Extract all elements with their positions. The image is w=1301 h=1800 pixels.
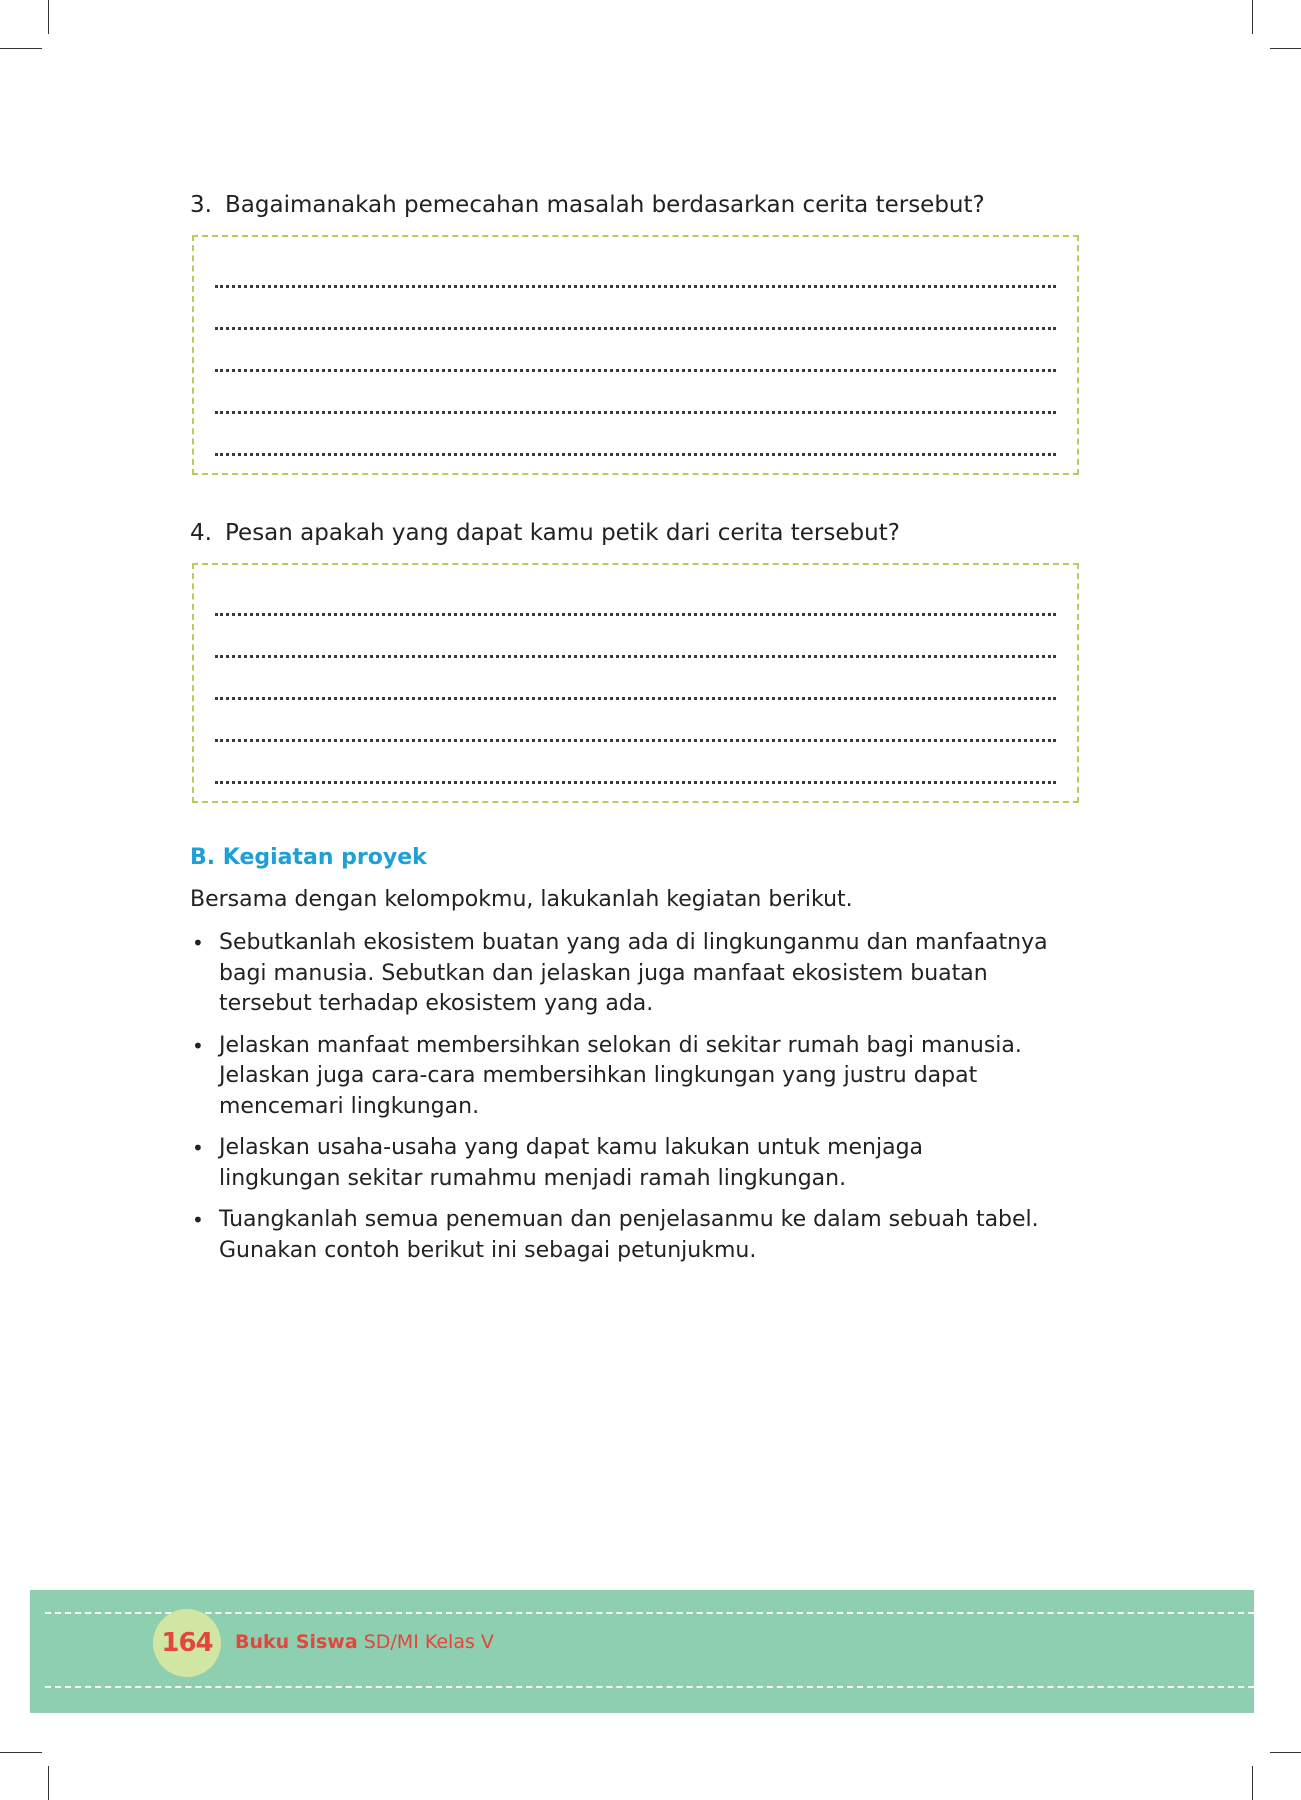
question-4 [190, 518, 900, 548]
answer-line[interactable] [215, 613, 1056, 616]
page-footer [30, 1590, 1254, 1713]
section-intro: Bersama dengan kelompokmu, lakukanlah kegiatan berikut. [190, 887, 853, 912]
crop-mark-bottom-left-h [0, 1752, 42, 1753]
bullet-line: tersebut terhadap ekosistem yang ada. [219, 991, 654, 1016]
book-title-rest: SD/MI Kelas V [357, 1631, 494, 1653]
answer-line[interactable] [215, 327, 1056, 330]
book-title-bold: Buku Siswa [235, 1631, 358, 1653]
bullet-item [190, 1031, 1090, 1123]
question-text: Pesan apakah yang dapat kamu petik dari cerita tersebut? [225, 520, 900, 546]
bullet-line: bagi manusia. Sebutkan dan jelaskan juga manfaat ekosistem buatan [219, 960, 988, 986]
question-number: 4. [190, 520, 212, 546]
bullet-line: Jelaskan juga cara-cara membersihkan lingkungan yang justru dapat [219, 1063, 978, 1088]
section-title: B. Kegiatan proyek [190, 845, 427, 870]
crop-mark-top-right-h [1270, 48, 1301, 49]
question-number: 3. [190, 192, 212, 218]
bullet-line: Tuangkanlah semua penemuan dan penjelasanmu ke dalam sebuah tabel. [219, 1207, 1039, 1232]
crop-mark-bottom-right-h [1270, 1752, 1301, 1753]
bullet-icon: • [192, 1033, 204, 1058]
bullet-item [190, 1205, 1090, 1266]
answer-line[interactable] [215, 411, 1056, 414]
bullet-item [190, 1133, 1090, 1194]
bullet-icon: • [192, 1208, 204, 1232]
bullet-line: Jelaskan manfaat membersihkan selokan di sekitar rumah bagi manusia. [219, 1032, 1022, 1058]
question-3 [190, 190, 985, 220]
bullet-line: Sebutkanlah ekosistem buatan yang ada di lingkunganmu dan manfaatnya [219, 930, 1048, 955]
page-number-badge [153, 1609, 221, 1677]
bullet-line: Gunakan contoh berikut ini sebagai petunjukmu. [219, 1237, 757, 1263]
footer-dash-top [45, 1612, 1254, 1614]
answer-line[interactable] [215, 655, 1056, 658]
answer-line[interactable] [215, 739, 1056, 742]
answer-line[interactable] [215, 453, 1056, 456]
answer-line[interactable] [215, 697, 1056, 700]
answer-box-3[interactable] [192, 235, 1079, 475]
answer-line[interactable] [215, 781, 1056, 784]
project-bullet-list [190, 928, 1090, 1277]
footer-dash-bottom [45, 1686, 1254, 1688]
question-text: Bagaimanakah pemecahan masalah berdasarkan cerita tersebut? [225, 192, 985, 218]
bullet-line: mencemari lingkungan. [219, 1093, 480, 1119]
crop-mark-top-right [1252, 0, 1253, 34]
bullet-icon: • [192, 931, 204, 955]
bullet-line: lingkungan sekitar rumahmu menjadi ramah lingkungan. [219, 1165, 847, 1191]
crop-mark-bottom-left [48, 1766, 49, 1800]
crop-mark-top-left-h [0, 48, 42, 49]
crop-mark-bottom-right [1252, 1766, 1253, 1800]
bullet-item [190, 928, 1090, 1020]
bullet-icon: • [192, 1136, 204, 1160]
bullet-line: Jelaskan usaha-usaha yang dapat kamu lakukan untuk menjaga [219, 1135, 924, 1160]
answer-box-4[interactable] [192, 563, 1079, 803]
book-title [235, 1631, 494, 1653]
answer-line[interactable] [215, 285, 1056, 288]
page-number: 164 [161, 1628, 213, 1658]
crop-mark-top-left [48, 0, 49, 34]
answer-line[interactable] [215, 369, 1056, 372]
